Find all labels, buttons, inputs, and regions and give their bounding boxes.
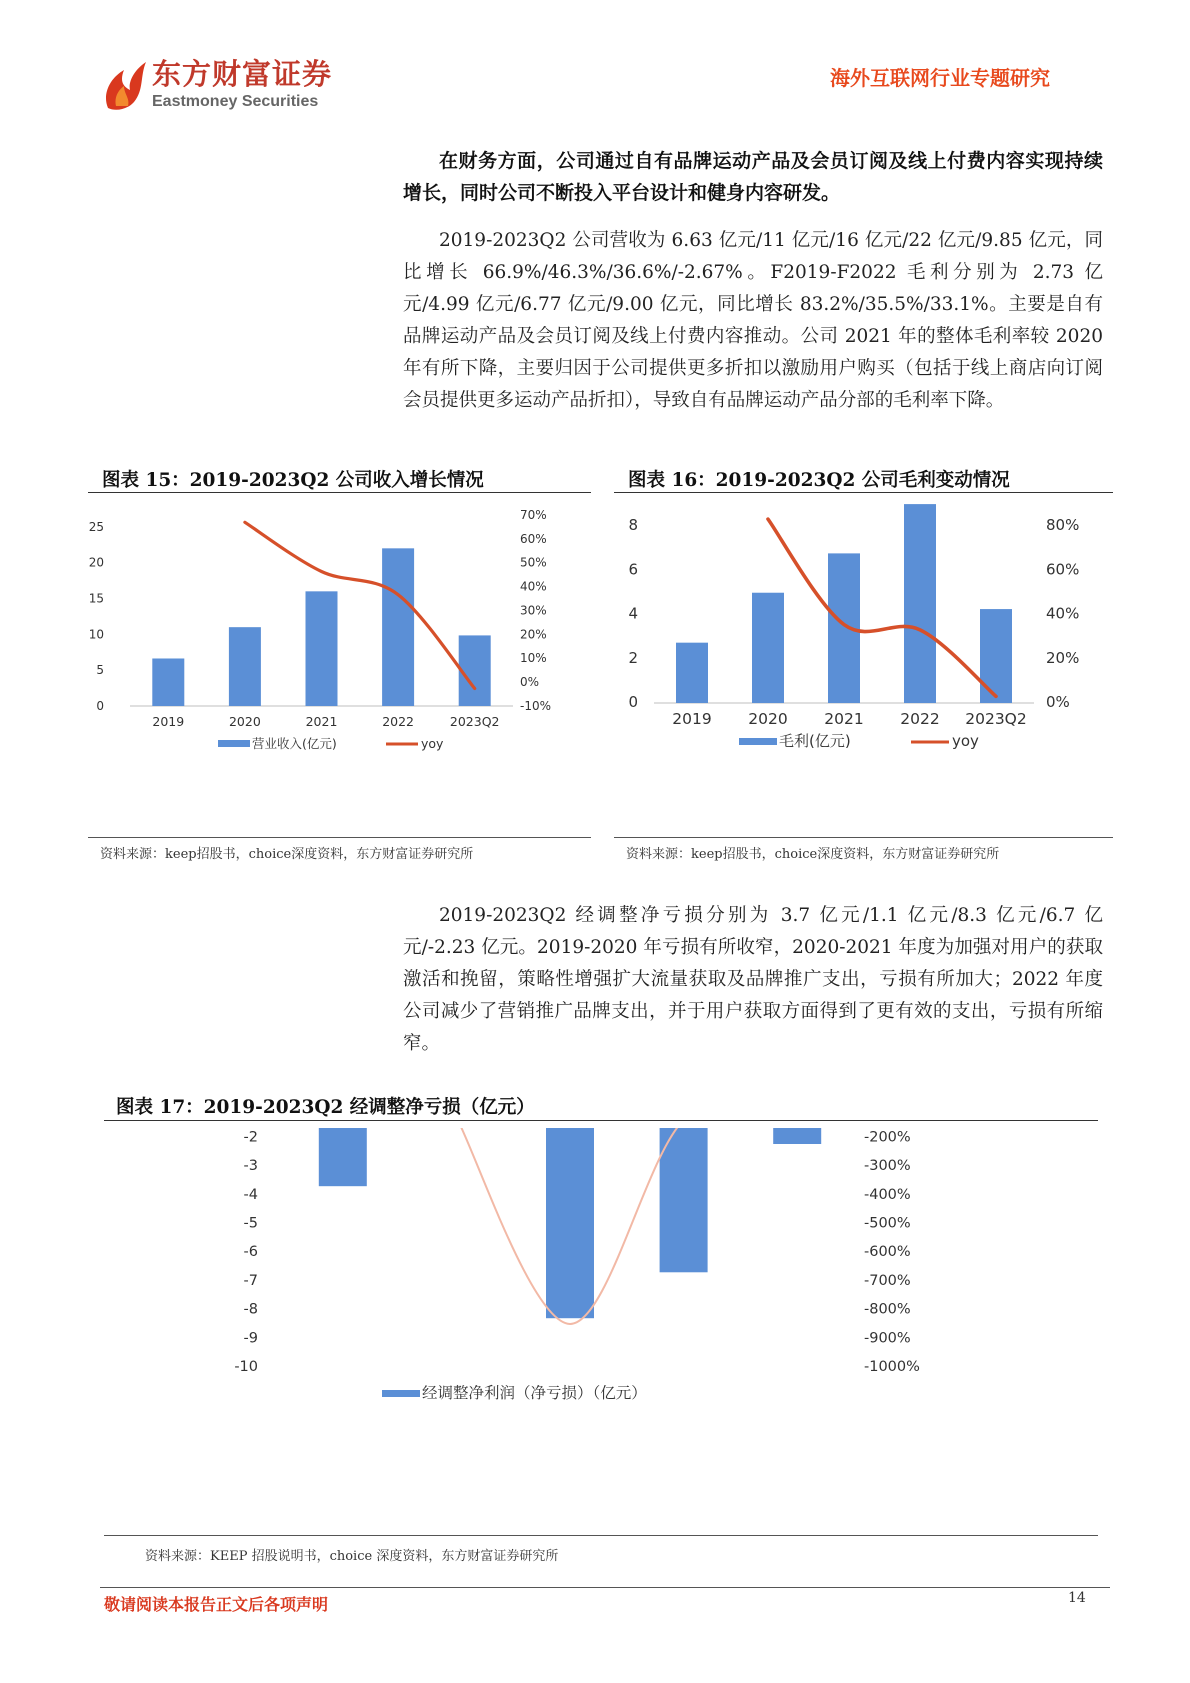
- bar-2019: [319, 1128, 367, 1186]
- right-axis-tick: -1000%: [864, 1359, 920, 1375]
- left-axis-tick: 25: [88, 519, 104, 534]
- fig16-title: 图表 16：2019-2023Q2 公司毛利变动情况: [628, 470, 1010, 491]
- footer-rule: [100, 1587, 1110, 1588]
- lead-paragraph: 在财务方面，公司通过自有品牌运动产品及会员订阅及线上付费内容实现持续增长，同时公司不断投入平台设计和健身内容研发。: [403, 150, 1103, 204]
- category-label-2019: 2019: [672, 710, 712, 728]
- left-axis-tick: 8: [628, 516, 638, 535]
- yoy-line: [456, 1128, 797, 1324]
- brand-name-en: Eastmoney Securities: [152, 93, 319, 110]
- fig15-source: 资料来源：keep招股书，choice深度资料，东方财富证券研究所: [100, 847, 474, 862]
- left-axis-tick: 5: [96, 663, 104, 678]
- right-axis-tick: -600%: [864, 1244, 911, 1261]
- category-label-2021: 2021: [824, 710, 864, 728]
- left-axis-tick: -5: [243, 1215, 258, 1232]
- fig15-chart: [88, 498, 591, 828]
- legend-line-label: yoy: [952, 732, 979, 750]
- right-axis-tick: 0%: [1046, 693, 1070, 711]
- left-axis-tick: -7: [243, 1272, 258, 1289]
- bar-2019: [152, 658, 184, 706]
- left-axis-tick: -2: [243, 1129, 258, 1146]
- category-label-2021: 2021: [305, 714, 338, 729]
- revenue-paragraph: 2019-2023Q2 公司营收为 6.63 亿元/11 亿元/16 亿元/22 亿元/9.85 亿元，同比增长 66.9%/46.3%/36.6%/-2.67%。F2019-F2022 毛利分别为 2.73 亿元/4.99 亿元/6.77 亿元/9.00 亿元，同比增长 83.2%/35.5%/33.1%。主要是自有品牌运动产品及会员订阅及线上付费内容推动。公司 2021 年的整体毛利率较 2020 年有所下降，主要归因于公司提供更多折扣以激励用户购买（包括于线上商店向订阅会员提供更多运动产品折扣），导致自有品牌运动产品分部的毛利率下降。: [403, 230, 1103, 411]
- fig15-top-rule: [88, 492, 591, 493]
- bar-2020: [752, 593, 784, 703]
- right-axis-tick: -700%: [864, 1272, 911, 1289]
- bar-2019: [676, 643, 708, 703]
- right-axis-tick: -900%: [864, 1330, 911, 1347]
- fig15-title: 图表 15：2019-2023Q2 公司收入增长情况: [102, 470, 484, 491]
- left-axis-tick: -9: [243, 1330, 258, 1347]
- footer-disclaimer: 敬请阅读本报告正文后各项声明: [104, 1595, 329, 1614]
- right-axis-tick: 10%: [520, 651, 547, 666]
- yoy-line: [768, 519, 996, 696]
- legend-line-label: yoy: [421, 736, 444, 751]
- right-axis-tick: 40%: [520, 579, 547, 594]
- right-axis-tick: -800%: [864, 1301, 911, 1318]
- bar-2022: [904, 504, 936, 703]
- left-axis-tick: -10: [234, 1359, 258, 1375]
- legend-bar-swatch: [382, 1390, 420, 1397]
- report-type: 海外互联网行业专题研究: [830, 66, 1050, 90]
- bar-2023Q2: [980, 609, 1012, 703]
- right-axis-tick: 40%: [1046, 604, 1080, 623]
- left-axis-tick: 4: [628, 604, 638, 623]
- category-label-2020: 2020: [748, 710, 788, 728]
- legend-bar-label: 毛利(亿元): [779, 732, 851, 750]
- right-axis-tick: 20%: [520, 627, 547, 642]
- bar-2022: [382, 548, 414, 706]
- bar-2021: [306, 591, 338, 706]
- brand-flame-icon: [100, 56, 150, 112]
- fig17-bottom-rule: [104, 1535, 1098, 1536]
- legend-bar-label: 经调整净利润（净亏损）（亿元）: [422, 1384, 647, 1402]
- bar-2022: [660, 1128, 708, 1272]
- left-axis-tick: 2: [628, 648, 638, 667]
- legend-bar-swatch: [739, 738, 777, 745]
- loss-paragraph: 2019-2023Q2 经调整净亏损分别为 3.7 亿元/1.1 亿元/8.3 亿元/6.7 亿元/-2.23 亿元。2019-2020 年亏损有所收窄，2020-2021 年度为加强对用户的获取激活和挽留，策略性增强扩大流量获取及品牌推广支出，亏损有所加大；2022 年度公司减少了营销推广品牌支出，并于用户获取方面得到了更有效的支出，亏损有所缩窄。: [403, 905, 1103, 1054]
- left-axis-tick: -4: [243, 1186, 258, 1203]
- left-axis-tick: 0: [628, 693, 638, 711]
- category-label-2022: 2022: [382, 714, 415, 729]
- right-axis-tick: -10%: [520, 699, 552, 713]
- bar-2021: [828, 553, 860, 703]
- page-number: 14: [1068, 1590, 1086, 1606]
- fig17-source: 资料来源：KEEP 招股说明书，choice 深度资料，东方财富证券研究所: [145, 1549, 559, 1564]
- category-label-2022: 2022: [900, 710, 940, 728]
- left-axis-tick: 0: [96, 699, 104, 713]
- right-axis-tick: 0%: [520, 675, 540, 690]
- bar-2020: [229, 627, 261, 706]
- left-axis-tick: 20: [88, 555, 104, 570]
- fig16-bottom-rule: [614, 837, 1113, 838]
- right-axis-tick: 20%: [1046, 648, 1080, 667]
- right-axis-tick: 60%: [520, 531, 547, 546]
- fig16-chart: [614, 498, 1113, 828]
- left-axis-tick: 15: [88, 591, 104, 606]
- right-axis-tick: 60%: [1046, 560, 1080, 579]
- brand-logo: [100, 56, 150, 112]
- legend-bar-label: 营业收入(亿元): [252, 736, 337, 751]
- right-axis-tick: 80%: [1046, 516, 1080, 535]
- fig16-top-rule: [614, 492, 1113, 493]
- right-axis-tick: 50%: [520, 555, 547, 570]
- fig17-top-rule: [104, 1120, 1098, 1121]
- brand-name-cn: 东方财富证券: [152, 57, 333, 91]
- category-label-2020: 2020: [228, 714, 261, 729]
- fig17-chart: [104, 1128, 1098, 1528]
- left-axis-tick: 6: [628, 560, 638, 579]
- bar-2023Q2: [773, 1128, 821, 1144]
- fig16-source: 资料来源：keep招股书，choice深度资料，东方财富证券研究所: [626, 847, 1000, 862]
- fig15-bottom-rule: [88, 837, 591, 838]
- category-label-2023Q2: 2023Q2: [449, 714, 500, 729]
- right-axis-tick: -500%: [864, 1215, 911, 1232]
- right-axis-tick: 30%: [520, 603, 547, 618]
- left-axis-tick: -8: [243, 1301, 258, 1318]
- bar-2021: [546, 1128, 594, 1318]
- left-axis-tick: -3: [243, 1158, 258, 1175]
- right-axis-tick: -300%: [864, 1158, 911, 1175]
- bar-2023Q2: [459, 635, 491, 706]
- category-label-2019: 2019: [152, 714, 185, 729]
- category-label-2023Q2: 2023Q2: [965, 710, 1027, 728]
- fig17-title: 图表 17：2019-2023Q2 经调整净亏损（亿元）: [116, 1097, 535, 1118]
- right-axis-tick: -400%: [864, 1186, 911, 1203]
- yoy-line: [245, 522, 475, 688]
- left-axis-tick: 10: [88, 627, 104, 642]
- left-axis-tick: -6: [243, 1244, 258, 1261]
- legend-bar-swatch: [218, 740, 250, 747]
- right-axis-tick: 70%: [520, 507, 547, 522]
- right-axis-tick: -200%: [864, 1129, 911, 1146]
